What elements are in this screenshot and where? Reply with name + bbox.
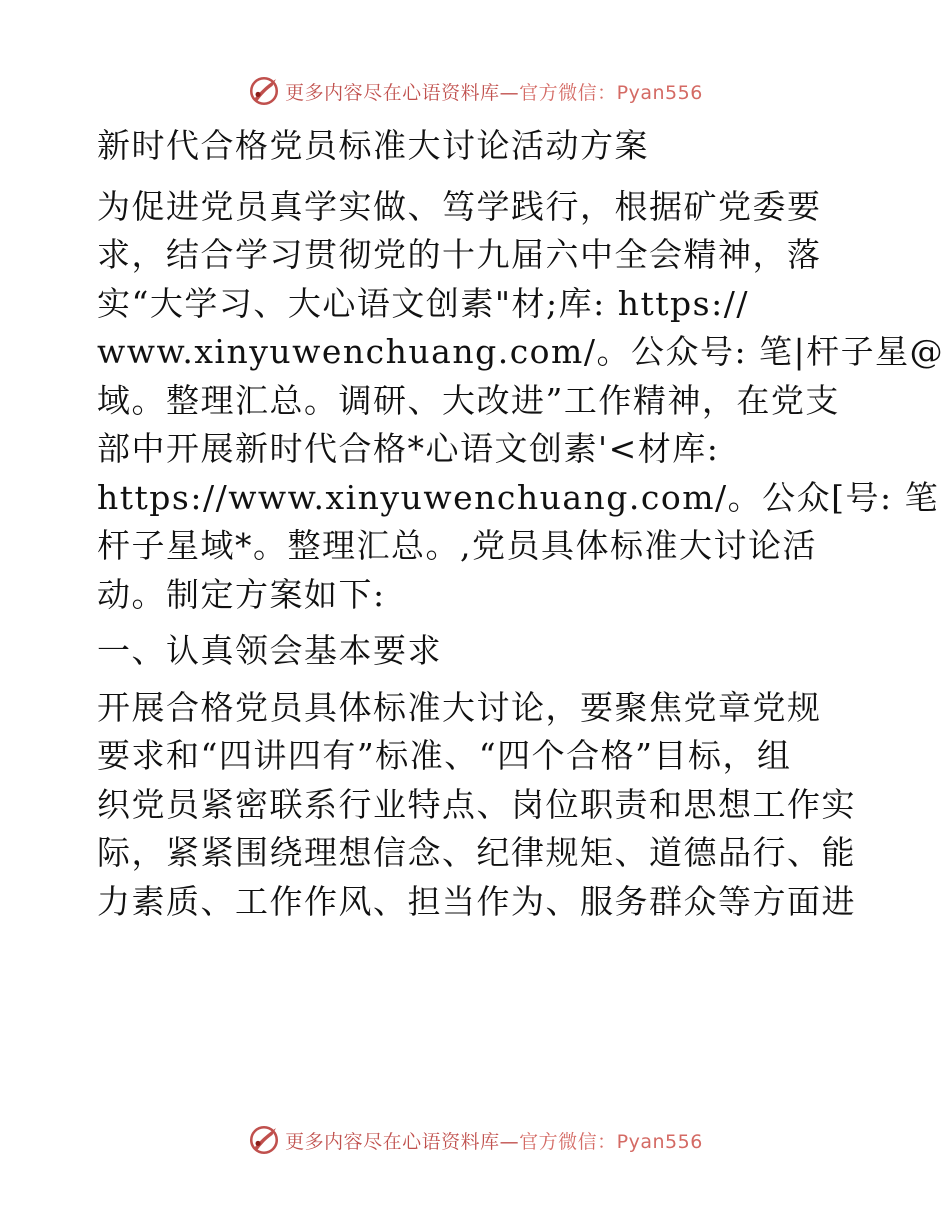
- paragraph-line: 动。制定方案如下:: [97, 574, 386, 614]
- watermark-text: 更多内容尽在心语资料库—官方微信：Pyan556: [285, 81, 703, 104]
- paragraph-line: https://www.xinyuwenchuang.com/。公众[号: 笔: [97, 477, 940, 517]
- quill-logo-icon: [247, 1123, 281, 1157]
- intro-paragraph: [97, 183, 945, 620]
- paragraph-line: 要求和“四讲四有”标准、“四个合格”目标，组: [97, 736, 792, 775]
- paragraph-line: 织党员紧密联系行业特点、岗位职责和思想工作实: [97, 784, 856, 824]
- paragraph-line: 杆子星域*。整理汇总。,党员具体标准大讨论活: [97, 526, 817, 565]
- paragraph-line: 力素质、工作作风、担当作为、服务群众等方面进: [97, 881, 856, 921]
- paragraph-line: 为促进党员真学实做、笃学践行，根据矿党委要: [97, 186, 822, 226]
- section-paragraph: [97, 684, 857, 927]
- paragraph-line: 部中开展新时代合格*心语文创素'<材库:: [97, 429, 720, 468]
- paragraph-line: 际，紧紧围绕理想信念、纪律规矩、道德品行、能: [97, 833, 856, 872]
- paragraph-line: 域。整理汇总。调研、大改进”工作精神，在党支: [97, 380, 840, 420]
- document-body: [97, 122, 945, 926]
- paragraph-line: www.xinyuwenchuang.com/。公众号: 笔|杆子星@: [97, 332, 945, 371]
- section-heading: 一、认真领会基本要求: [97, 631, 442, 670]
- footer-watermark-banner: [0, 1120, 950, 1160]
- watermark-text: 更多内容尽在心语资料库—官方微信：Pyan556: [285, 1130, 703, 1153]
- paragraph-line: 求，结合学习贯彻党的十九届六中全会精神，落: [97, 235, 822, 274]
- header-watermark-banner: [0, 71, 950, 111]
- quill-logo-icon: [247, 74, 281, 108]
- paragraph-line: 开展合格党员具体标准大讨论，要聚焦党章党规: [97, 687, 822, 727]
- paragraph-line: 实“大学习、大心语文创素"材;库: https://: [97, 283, 749, 323]
- document-title: 新时代合格党员标准大讨论活动方案: [97, 126, 649, 165]
